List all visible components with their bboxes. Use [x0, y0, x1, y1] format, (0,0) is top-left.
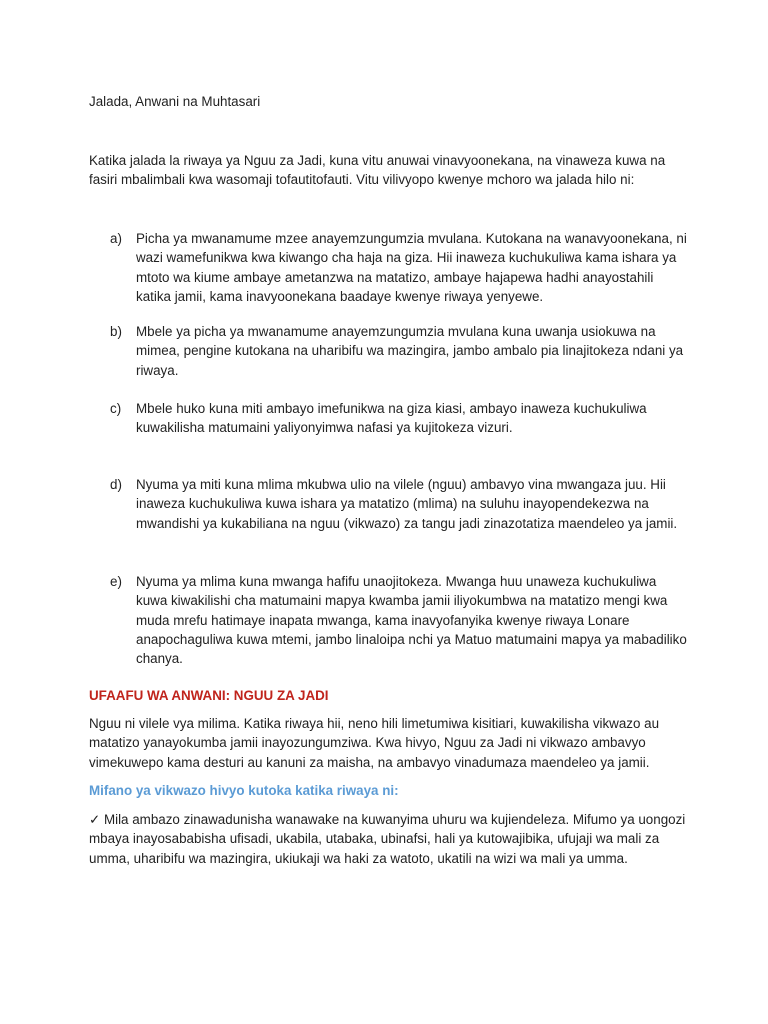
document-title: Jalada, Anwani na Muhtasari — [89, 94, 261, 109]
list-item — [110, 229, 690, 306]
list-marker: d) — [110, 477, 122, 492]
intro-paragraph: Katika jalada la riwaya ya Nguu za Jadi, kuna vitu anuwai vinavyoonekana, na vinaweza kuwa na fasiri mbalimbali kwa wasomaji tofautitofauti. Vitu vilivyopo kwenye mchoro wa jalada hilo ni: — [89, 153, 666, 188]
list-marker: c) — [110, 401, 122, 416]
list-marker: e) — [110, 574, 122, 589]
section-heading: UFAAFU WA ANWANI: NGUU ZA JADI — [89, 688, 329, 703]
list-item-text: Nyuma ya mlima kuna mwanga hafifu unaojitokeza. Mwanga huu unaweza kuchukuliwa kuwa kiwakilishi cha matumaini mapya kwamba jamii iliyokumbwa na matatizo mengi kwa muda mrefu hatimaye inapata mwanga, kama inavyofanyika kwenye riwaya Lonare anapochaguliwa kuwa mtemi, jambo linaloipa nchi ya Matuo matumaini mapya ya mabadiliko chanya. — [136, 574, 687, 667]
examples-paragraph: ✓ Mila ambazo zinawadunisha wanawake na kuwanyima uhuru wa kujiendeleza. Mifumo ya uongozi mbaya inayosababisha ufisadi, ukabila, utabaka, ubinafsi, hali ya kutowajibika, ufujaji wa mali za umma, uharibifu wa mazingira, ukiukaji wa haki za watoto, ukatili na wizi wa mali ya umma. — [89, 812, 686, 866]
list-marker: a) — [110, 231, 122, 246]
list-item — [110, 572, 690, 668]
section-paragraph: Nguu ni vilele vya milima. Katika riwaya hii, neno hili limetumiwa kisitiari, kuwakilisha vikwazo au matatizo yanayokumba jamii inayozungumziwa. Kwa hivyo, Nguu za Jadi ni vikwazo ambavyo vimekuwepo kama desturi au kanuni za maisha, na ambavyo vinadumaza maendeleo ya jamii. — [89, 716, 660, 770]
list-item-text: Picha ya mwanamume mzee anayemzungumzia mvulana. Kutokana na wanavyoonekana, ni wazi wamefunikwa kwa kiwango cha haja na giza. Hii inaweza kuchukuliwa kama ishara ya mtoto wa kiume ambaye ametanzwa na matatizo, ambaye hajapewa hadhi anayostahili katika jamii, kama inavyoonekana baadaye kwenye riwaya yenyewe. — [136, 231, 687, 304]
section-subheading: Mifano ya vikwazo hivyo kutoka katika riwaya ni: — [89, 783, 399, 798]
list-item — [110, 475, 690, 533]
list-item — [110, 322, 690, 380]
list-marker: b) — [110, 324, 122, 339]
list-item-text: Nyuma ya miti kuna mlima mkubwa ulio na vilele (nguu) ambavyo vina mwangaza juu. Hii inaweza kuchukuliwa kuwa ishara ya matatizo (mlima) na suluhu inayopendekezwa na mwandishi ya kukabiliana na nguu (vikwazo) za tangu jadi zinazotatiza maendeleo ya jamii. — [136, 477, 678, 531]
list-item — [110, 399, 690, 438]
list-item-text: Mbele huko kuna miti ambayo imefunikwa na giza kiasi, ambayo inaweza kuchukuliwa kuwakilisha matumaini yaliyonyimwa nafasi ya kujitokeza vizuri. — [136, 401, 647, 436]
list-item-text: Mbele ya picha ya mwanamume anayemzungumzia mvulana kuna uwanja usiokuwa na mimea, pengine kutokana na uharibifu wa mazingira, jambo ambalo pia linajitokeza ndani ya riwaya. — [136, 324, 684, 378]
